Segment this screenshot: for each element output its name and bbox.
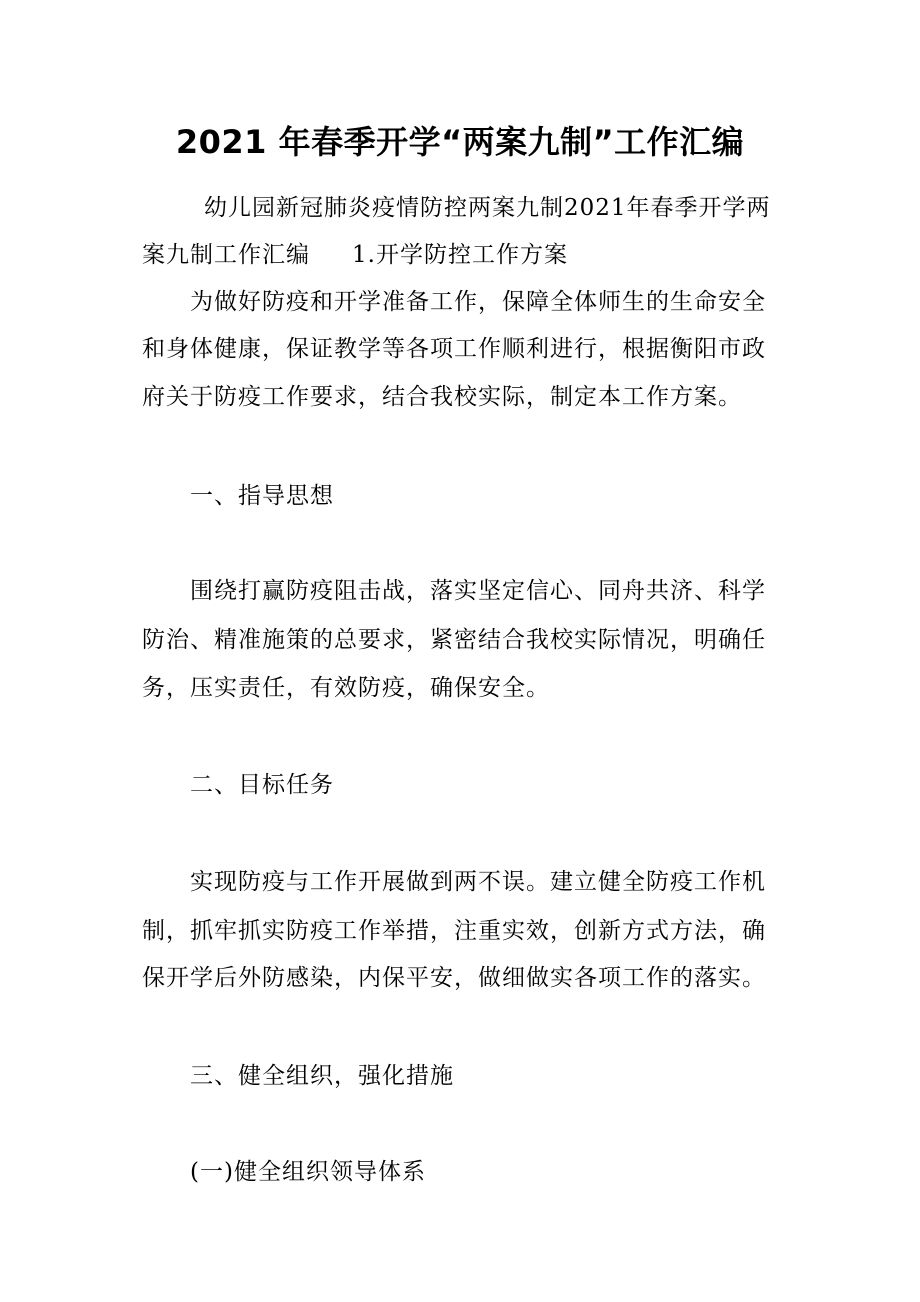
- section-heading: 二、目标任务: [190, 772, 334, 798]
- preamble-line: 和身体健康，保证教学等各项工作顺利进行，根据衡阳市政: [142, 336, 766, 362]
- intro-line-1: 幼儿园新冠肺炎疫情防控两案九制2021年春季开学两: [204, 195, 771, 221]
- intro-line-2: [142, 237, 568, 273]
- section-body-line: 务，压实责任，有效防疫，确保安全。: [142, 675, 550, 701]
- section-body-line: 防治、精准施策的总要求，紧密结合我校实际情况，明确任: [142, 627, 766, 653]
- preamble-line: 为做好防疫和开学准备工作，保障全体师生的生命安全: [190, 289, 766, 315]
- section-heading: 一、指导思想: [190, 483, 334, 509]
- section-body-line: 围绕打赢防疫阻击战，落实坚定信心、同舟共济、科学: [190, 578, 766, 604]
- subsection-heading: (一)健全组织领导体系: [190, 1159, 426, 1185]
- plan-title: 1.开学防控工作方案: [352, 242, 568, 268]
- document-title: 2021 年春季开学“两案九制”工作汇编: [175, 123, 745, 161]
- section-body-line: 保开学后外防感染，内保平安，做细做实各项工作的落实。: [142, 965, 766, 991]
- section-body-line: 实现防疫与工作开展做到两不误。建立健全防疫工作机: [190, 869, 766, 895]
- intro-line-2-text: 案九制工作汇编: [142, 242, 310, 268]
- section-body-line: 制，抓牢抓实防疫工作举措，注重实效，创新方式方法，确: [142, 918, 766, 944]
- preamble-line: 府关于防疫工作要求，结合我校实际，制定本工作方案。: [142, 384, 742, 410]
- section-heading: 三、健全组织，强化措施: [190, 1063, 454, 1089]
